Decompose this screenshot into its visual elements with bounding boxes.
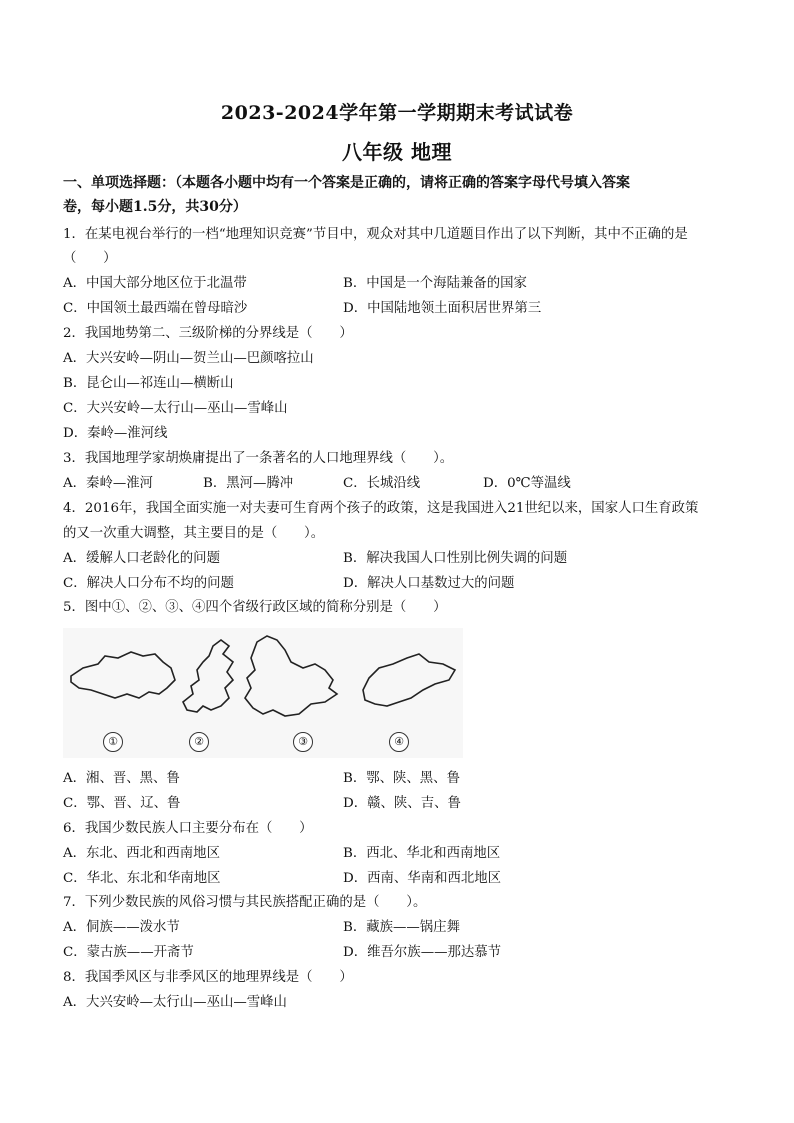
province-outline-2 <box>183 640 233 712</box>
section-instruction-line2: 卷，每小题1.5分，共30分） <box>63 199 247 215</box>
figure-label-2: ② <box>189 732 209 752</box>
question-2-option-c: C．大兴安岭—太行山—巫山—雪峰山 <box>63 401 288 416</box>
question-6-option-a: A．东北、西北和西南地区 <box>63 846 220 861</box>
exam-subtitle: 八年级 地理 <box>342 140 452 164</box>
question-4-stem: 4．2016年，我国全面实施一对夫妻可生育两个孩子的政策，这是我国进入21世纪以来，国家人口生育政策 <box>63 501 699 516</box>
figure-label-3: ③ <box>293 732 313 752</box>
question-3-option-d: D．0℃等温线 <box>483 476 571 491</box>
province-outline-3 <box>245 636 337 716</box>
question-8-stem: 8．我国季风区与非季风区的地理界线是（ ） <box>63 970 353 985</box>
question-6-stem: 6．我国少数民族人口主要分布在（ ） <box>63 821 313 836</box>
question-4-stem-cont: 的又一次重大调整，其主要目的是（ ）。 <box>63 526 325 541</box>
question-1-option-b: B．中国是一个海陆兼备的国家 <box>343 276 527 291</box>
question-3-option-a: A．秦岭—淮河 <box>63 476 154 491</box>
figure-label-1: ① <box>103 732 123 752</box>
question-4-option-c: C．解决人口分布不均的问题 <box>63 576 234 591</box>
question-1-stem-cont: （ ） <box>63 251 117 266</box>
question-2-stem: 2．我国地势第二、三级阶梯的分界线是（ ） <box>63 326 353 341</box>
question-5-stem: 5．图中①、②、③、④四个省级行政区域的简称分别是（ ） <box>63 600 447 615</box>
question-1-option-a: A．中国大部分地区位于北温带 <box>63 276 247 291</box>
question-6-option-c: C．华北、东北和华南地区 <box>63 871 221 886</box>
province-outline-4 <box>363 654 455 706</box>
question-3-option-c: C．长城沿线 <box>343 476 421 491</box>
question-5-option-d: D．赣、陕、吉、鲁 <box>343 796 461 811</box>
question-2-option-a: A．大兴安岭—阴山—贺兰山—巴颜喀拉山 <box>63 351 314 366</box>
question-1-option-c: C．中国领土最西端在曾母暗沙 <box>63 301 248 316</box>
question-6-option-b: B．西北、华北和西南地区 <box>343 846 501 861</box>
question-7-option-c: C．蒙古族——开斋节 <box>63 945 194 960</box>
question-2-option-b: B．昆仑山—祁连山—横断山 <box>63 376 234 391</box>
question-1-stem: 1．在某电视台举行的一档“地理知识竞赛”节目中，观众对其中几道题目作出了以下判断，其中不正确的是 <box>63 227 688 242</box>
question-1-option-d: D．中国陆地领土面积居世界第三 <box>343 301 542 316</box>
question-4-option-a: A．缓解人口老龄化的问题 <box>63 551 220 566</box>
question-5-option-b: B．鄂、陕、黑、鲁 <box>343 771 460 786</box>
figure-label-4: ④ <box>389 732 409 752</box>
question-8-option-a: A．大兴安岭—太行山—巫山—雪峰山 <box>63 995 287 1010</box>
question-5-option-a: A．湘、晋、黑、鲁 <box>63 771 180 786</box>
exam-title: 2023-2024学年第一学期期末考试试卷 <box>220 102 574 124</box>
section-instruction-line1: 一、单项选择题：（本题各小题中均有一个答案是正确的，请将正确的答案字母代号填入答案 <box>63 175 630 191</box>
question-7-option-d: D．维吾尔族——那达慕节 <box>343 945 502 960</box>
question-7-option-a: A．侗族——泼水节 <box>63 920 180 935</box>
question-4-option-d: D．解决人口基数过大的问题 <box>343 576 515 591</box>
province-outline-figure <box>63 628 463 758</box>
question-7-option-b: B．藏族——锅庄舞 <box>343 920 460 935</box>
question-7-stem: 7．下列少数民族的风俗习惯与其民族搭配正确的是（ ）。 <box>63 895 427 910</box>
question-4-option-b: B．解决我国人口性别比例失调的问题 <box>343 551 568 566</box>
question-5-option-c: C．鄂、晋、辽、鲁 <box>63 796 181 811</box>
question-3-stem: 3．我国地理学家胡焕庸提出了一条著名的人口地理界线（ ）。 <box>63 451 454 466</box>
question-6-option-d: D．西南、华南和西北地区 <box>343 871 502 886</box>
province-outline-1 <box>71 652 175 698</box>
question-2-option-d: D．秦岭—淮河线 <box>63 426 168 441</box>
question-3-option-b: B．黑河—腾冲 <box>203 476 294 491</box>
